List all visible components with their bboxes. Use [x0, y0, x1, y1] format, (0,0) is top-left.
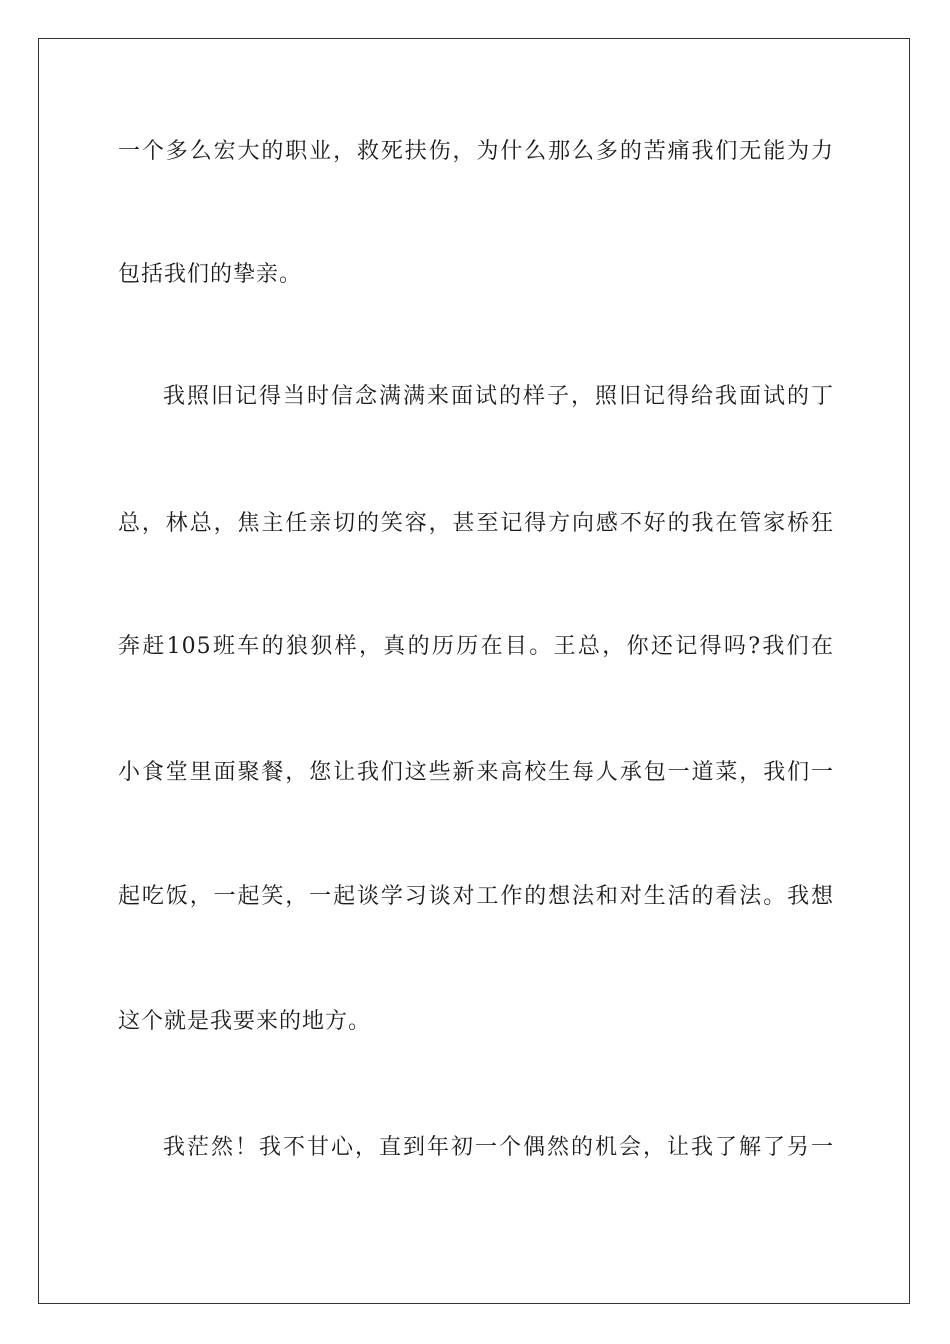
- text-line-7: 起吃饭，一起笑，一起谈学习谈对工作的想法和对生活的看法。我想: [118, 884, 834, 909]
- text-line-2: 包括我们的挚亲。: [118, 262, 303, 287]
- text-line-8: 这个就是我要来的地方。: [118, 1009, 372, 1034]
- text-line-1: 一个多么宏大的职业，救死扶伤，为什么那么多的苦痛我们无能为力: [118, 139, 834, 164]
- text-line-6: 小食堂里面聚餐，您让我们这些新来高校生每人承包一道菜，我们一: [118, 760, 834, 785]
- text-line-9: 我茫然！我不甘心，直到年初一个偶然的机会，让我了解了另一: [163, 1135, 834, 1160]
- page-border: [38, 38, 910, 1304]
- text-line-4: 总，林总，焦主任亲切的笑容，甚至记得方向感不好的我在管家桥狂: [118, 511, 834, 536]
- text-line-3: 我照旧记得当时信念满满来面试的样子，照旧记得给我面试的丁: [163, 384, 834, 409]
- text-line-5: 奔赶105班车的狼狈样，真的历历在目。王总，你还记得吗?我们在: [118, 634, 834, 659]
